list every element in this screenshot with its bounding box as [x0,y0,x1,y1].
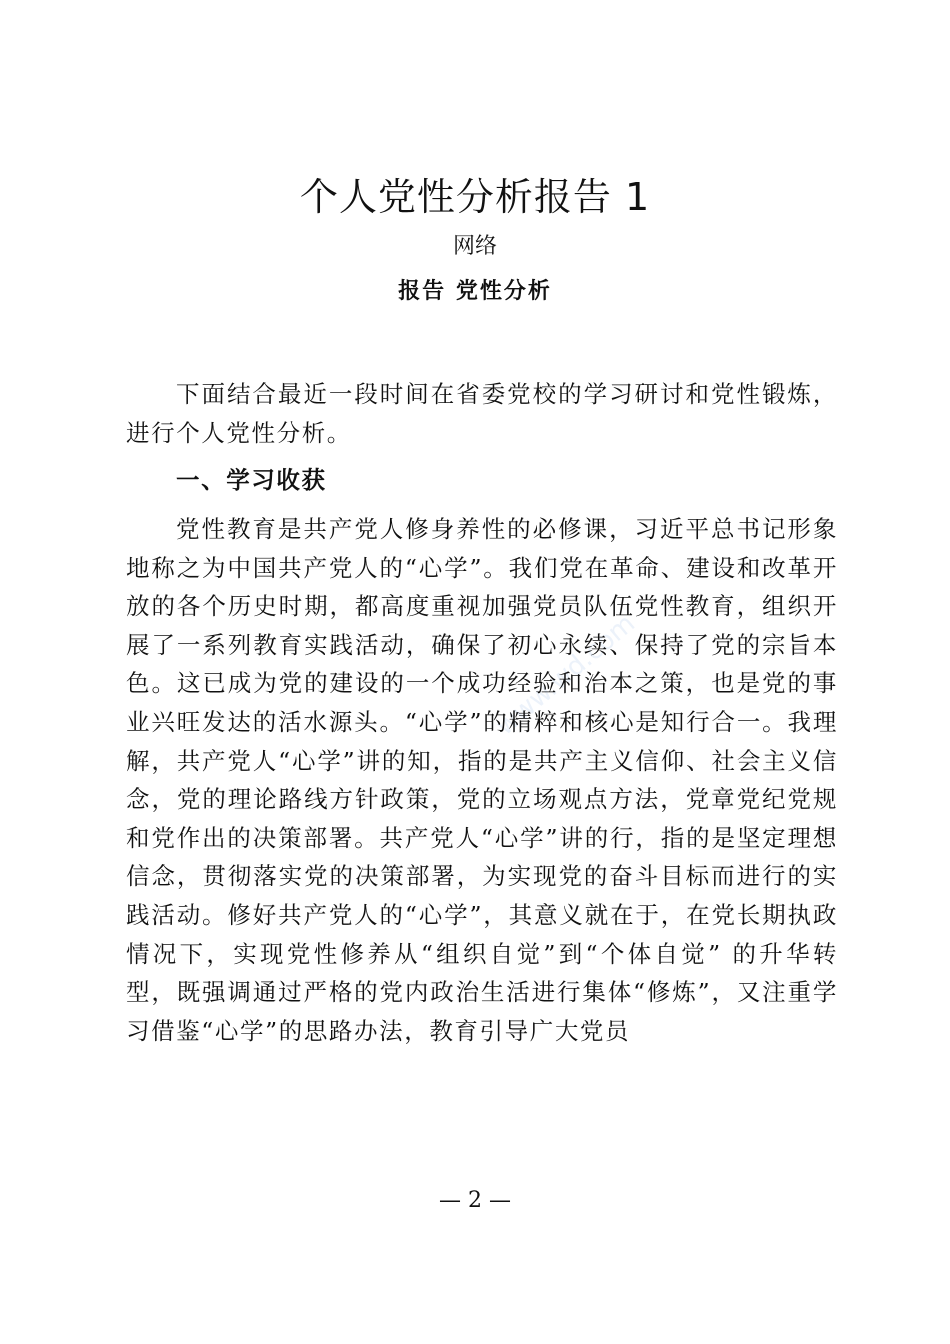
section-heading: 一、学习收获 [176,466,327,494]
page-number: — 2 — [439,1188,511,1213]
document-keywords: 报告 党性分析 [398,278,552,304]
document-title: 个人党性分析报告 1 [299,175,651,219]
document-author: 网络 [452,234,497,259]
watermark: www.wd.com [490,608,641,742]
body-paragraph: 党性教育是共产党人修身养性的必修课，习近平总书记形象地称之为中国共产党人的“心学”。我们党在革命、建设和改革开放的各个历史时期，都高度重视加强党员队伍党性教育，组织开展了一系列教育实践活动，确保了初心永续、保持了党的宗旨本色。这已成为党的建设的一个成功经验和治本之策，也是党的事业兴旺发达的活水源头。“心学”的精粹和核心是知行合一。我理解，共产党人“心学”讲的知，指的是共产主义信仰、社会主义信念，党的理论路线方针政策，党的立场观点方法，党章党纪党规和党作出的决策部署。共产党人“心学”讲的行，指的是坚定理想信念，贯彻落实党的决策部署，为实现党的奋斗目标而进行的实践活动。修好共产党人的“心学”，其意义就在于，在党长期执政情况下，实现党性修养从“组织自觉”到“个体自觉” 的升华转型，既强调通过严格的党内政治生活进行集体“修炼”，又注重学习借鉴“心学”的思路办法，教育引导广大党员 [126,515,838,1045]
intro-paragraph: 下面结合最近一段时间在省委党校的学习研讨和党性锻炼，进行个人党性分析。 [126,380,838,447]
